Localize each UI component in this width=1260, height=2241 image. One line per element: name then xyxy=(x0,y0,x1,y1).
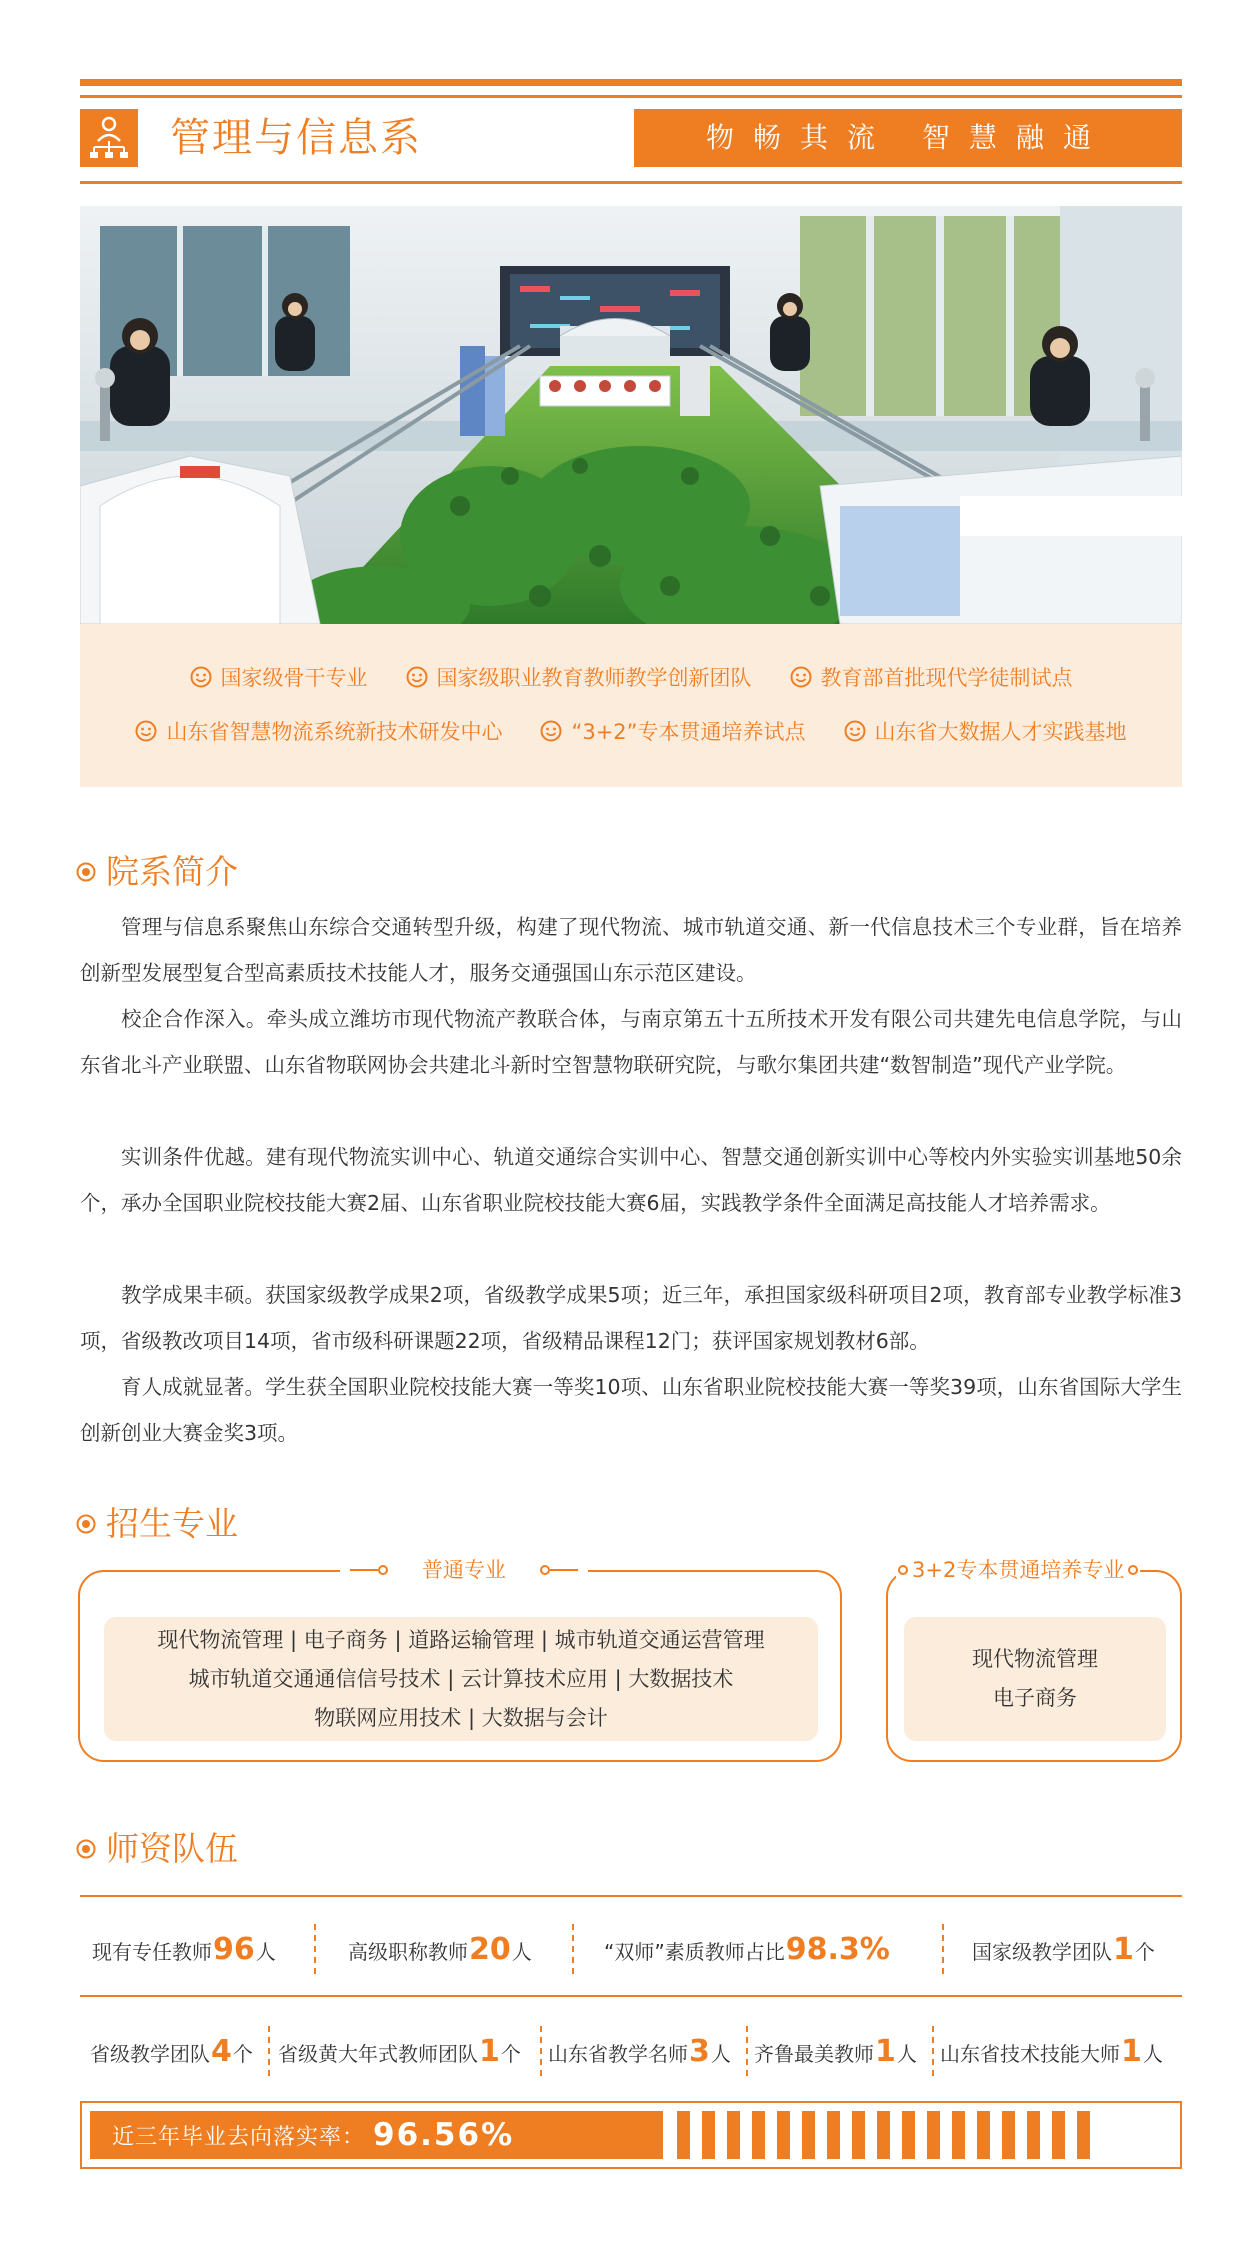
rate-stripe xyxy=(752,2111,765,2159)
honors-panel xyxy=(80,624,1182,787)
program-line: 现代物流管理 xyxy=(972,1647,1098,1671)
stat-unit: 人 xyxy=(710,2042,731,2066)
rate-stripe xyxy=(927,2111,940,2159)
stat-divider xyxy=(572,1924,574,1974)
label-dot xyxy=(898,1565,908,1575)
honors-row-2 xyxy=(80,716,1182,746)
header-bottom-rule xyxy=(80,181,1182,184)
intro-paragraph: 实训条件优越。建有现代物流实训中心、轨道交通综合实训中心、智慧交通创新实训中心等校内外实验实训基地50余个，承办全国职业院校技能大赛2届、山东省职业院校技能大赛6届，实践教学条件全面满足高技能人才培养需求。 xyxy=(80,1145,1182,1215)
rate-stripe xyxy=(777,2111,790,2159)
program-line: 物联网应用技术 | 大数据与会计 xyxy=(314,1705,608,1730)
honor-item xyxy=(540,716,805,746)
honors-row-1 xyxy=(80,662,1182,692)
rate-stripe xyxy=(677,2111,690,2159)
rate-stripe xyxy=(1002,2111,1015,2159)
intro-paragraph: 管理与信息系聚焦山东综合交通转型升级，构建了现代物流、城市轨道交通、新一代信息技术三个专业群，旨在培养创新型发展型复合型高素质技术技能人才，服务交通强国山东示范区建设。 xyxy=(80,915,1182,985)
label-dot xyxy=(378,1565,388,1575)
person-network-icon xyxy=(80,109,138,167)
stat-divider xyxy=(746,2026,748,2076)
target-circle-icon xyxy=(76,862,96,882)
stat-skill-masters xyxy=(940,2034,1163,2069)
stat-provincial-team xyxy=(90,2034,253,2069)
slogan-banner: 物畅其流 智慧融通 xyxy=(634,109,1182,167)
training-center-photo xyxy=(80,206,1182,624)
target-circle-icon xyxy=(76,1514,96,1534)
rate-stripe xyxy=(1052,2111,1065,2159)
stat-label: 国家级教学团队 xyxy=(972,1940,1112,1964)
faculty-rule-top xyxy=(80,1895,1182,1897)
regular-programs-box xyxy=(78,1570,842,1762)
rate-stripe xyxy=(702,2111,715,2159)
stat-qilu-best-teachers xyxy=(754,2034,917,2069)
stat-label: 山东省技术技能大师 xyxy=(940,2042,1120,2066)
bridge-programs-list xyxy=(904,1617,1166,1741)
stat-unit: 个 xyxy=(500,2042,521,2066)
stat-divider xyxy=(942,1924,944,1974)
stat-divider xyxy=(540,2026,542,2076)
honor-text: “3+2”专本贯通培养试点 xyxy=(571,720,806,744)
bridge-programs-label xyxy=(896,1556,1140,1584)
stat-unit: 人 xyxy=(896,2042,917,2066)
stat-number: 98.3% xyxy=(785,1932,890,1967)
stat-unit: 个 xyxy=(232,2042,253,2066)
stat-famous-teachers xyxy=(548,2034,731,2069)
stat-huangdanian-team xyxy=(278,2034,521,2069)
stat-label: 省级教学团队 xyxy=(90,2042,210,2066)
employment-rate-fill xyxy=(90,2111,663,2159)
honor-item xyxy=(135,716,502,746)
bridge-label-text: 3+2专本贯通培养专业 xyxy=(912,1558,1125,1582)
rate-stripe xyxy=(852,2111,865,2159)
label-dot xyxy=(540,1565,550,1575)
header-thin-rule xyxy=(80,95,1182,98)
employment-label: 近三年毕业去向落实率： xyxy=(112,2124,366,2150)
honor-text: 国家级职业教育教师教学创新团队 xyxy=(436,666,752,690)
smile-icon xyxy=(844,720,866,742)
stat-label: 现有专任教师 xyxy=(92,1940,212,1964)
header-top-rule xyxy=(80,79,1182,86)
label-rule xyxy=(550,1569,578,1571)
smile-icon xyxy=(790,666,812,688)
faculty-rule-middle xyxy=(80,1995,1182,1997)
intro-section-title xyxy=(76,850,238,894)
programs-title-text: 招生专业 xyxy=(106,1504,238,1543)
intro-paragraph: 育人成就显著。学生获全国职业院校技能大赛一等奖10项、山东省职业院校技能大赛一等奖39项，山东省国际大学生创新创业大赛金奖3项。 xyxy=(80,1375,1182,1445)
smile-icon xyxy=(406,666,428,688)
stat-unit: 人 xyxy=(255,1940,276,1964)
honor-text: 山东省智慧物流系统新技术研发中心 xyxy=(166,720,503,744)
honor-item xyxy=(844,716,1127,746)
intro-paragraph: 校企合作深入。牵头成立潍坊市现代物流产教联合体，与南京第五十五所技术开发有限公司共建先电信息学院，与山东省北斗产业联盟、山东省物联网协会共建北斗新时空智慧物联研究院，与歌尔集团共建“数智制造”现代产业学院。 xyxy=(80,1007,1182,1077)
stat-senior-teachers xyxy=(348,1932,532,1967)
rate-stripe xyxy=(1027,2111,1040,2159)
stat-unit: 人 xyxy=(1142,2042,1163,2066)
rate-stripe xyxy=(802,2111,815,2159)
dept-logo xyxy=(80,109,138,167)
smile-icon xyxy=(540,720,562,742)
programs-section-title xyxy=(76,1502,238,1546)
honor-item xyxy=(790,662,1073,692)
stat-number: 1 xyxy=(875,2034,896,2069)
stat-national-team xyxy=(972,1932,1155,1967)
rate-stripe xyxy=(902,2111,915,2159)
intro-title-text: 院系简介 xyxy=(106,852,238,891)
stat-divider xyxy=(314,1924,316,1974)
stat-number: 1 xyxy=(1113,1932,1134,1967)
stat-number: 20 xyxy=(469,1932,511,1967)
stat-label: 省级黄大年式教师团队 xyxy=(278,2042,478,2066)
rate-stripe xyxy=(877,2111,890,2159)
stat-fulltime-teachers xyxy=(92,1932,276,1967)
stat-number: 1 xyxy=(1121,2034,1142,2069)
stat-unit: 个 xyxy=(1134,1940,1155,1964)
regular-programs-label xyxy=(340,1556,588,1584)
stat-label: “双师”素质教师占比 xyxy=(604,1940,785,1964)
honor-text: 山东省大数据人才实践基地 xyxy=(874,720,1127,744)
rate-stripe xyxy=(977,2111,990,2159)
stat-number: 3 xyxy=(689,2034,710,2069)
label-rule xyxy=(350,1569,378,1571)
stat-divider xyxy=(932,2026,934,2076)
stat-divider xyxy=(268,2026,270,2076)
honor-text: 国家级骨干专业 xyxy=(220,666,368,690)
stat-dual-teacher-ratio xyxy=(604,1932,891,1967)
faculty-title-text: 师资队伍 xyxy=(106,1829,238,1868)
honor-item xyxy=(190,662,368,692)
target-circle-icon xyxy=(76,1839,96,1859)
intro-paragraph: 教学成果丰硕。获国家级教学成果2项，省级教学成果5项；近三年，承担国家级科研项目2项，教育部专业教学标准3项，省级教改项目14项，省市级科研课题22项，省级精品课程12门；获评国家规划教材6部。 xyxy=(80,1283,1182,1353)
employment-value: 96.56% xyxy=(373,2117,515,2153)
dept-title: 管理与信息系 xyxy=(170,115,422,161)
program-line: 城市轨道交通通信信号技术 | 云计算技术应用 | 大数据技术 xyxy=(188,1666,734,1691)
stat-unit: 人 xyxy=(511,1940,532,1964)
honor-item xyxy=(406,662,752,692)
smile-icon xyxy=(135,720,157,742)
smile-icon xyxy=(190,666,212,688)
program-line: 电子商务 xyxy=(993,1686,1077,1710)
rate-stripe xyxy=(952,2111,965,2159)
stat-number: 1 xyxy=(479,2034,500,2069)
regular-programs-list xyxy=(104,1617,818,1741)
rate-stripe xyxy=(827,2111,840,2159)
stat-label: 高级职称教师 xyxy=(348,1940,468,1964)
stat-label: 齐鲁最美教师 xyxy=(754,2042,874,2066)
regular-label-text: 普通专业 xyxy=(422,1558,506,1582)
faculty-section-title xyxy=(76,1827,238,1871)
honor-text: 教育部首批现代学徒制试点 xyxy=(820,666,1073,690)
stat-number: 4 xyxy=(211,2034,232,2069)
rate-stripe xyxy=(727,2111,740,2159)
stat-label: 山东省教学名师 xyxy=(548,2042,688,2066)
bridge-programs-box xyxy=(886,1570,1182,1762)
rate-stripe xyxy=(1077,2111,1090,2159)
label-dot xyxy=(1128,1565,1138,1575)
stat-number: 96 xyxy=(213,1932,255,1967)
program-line: 现代物流管理 | 电子商务 | 道路运输管理 | 城市轨道交通运营管理 xyxy=(157,1627,765,1652)
